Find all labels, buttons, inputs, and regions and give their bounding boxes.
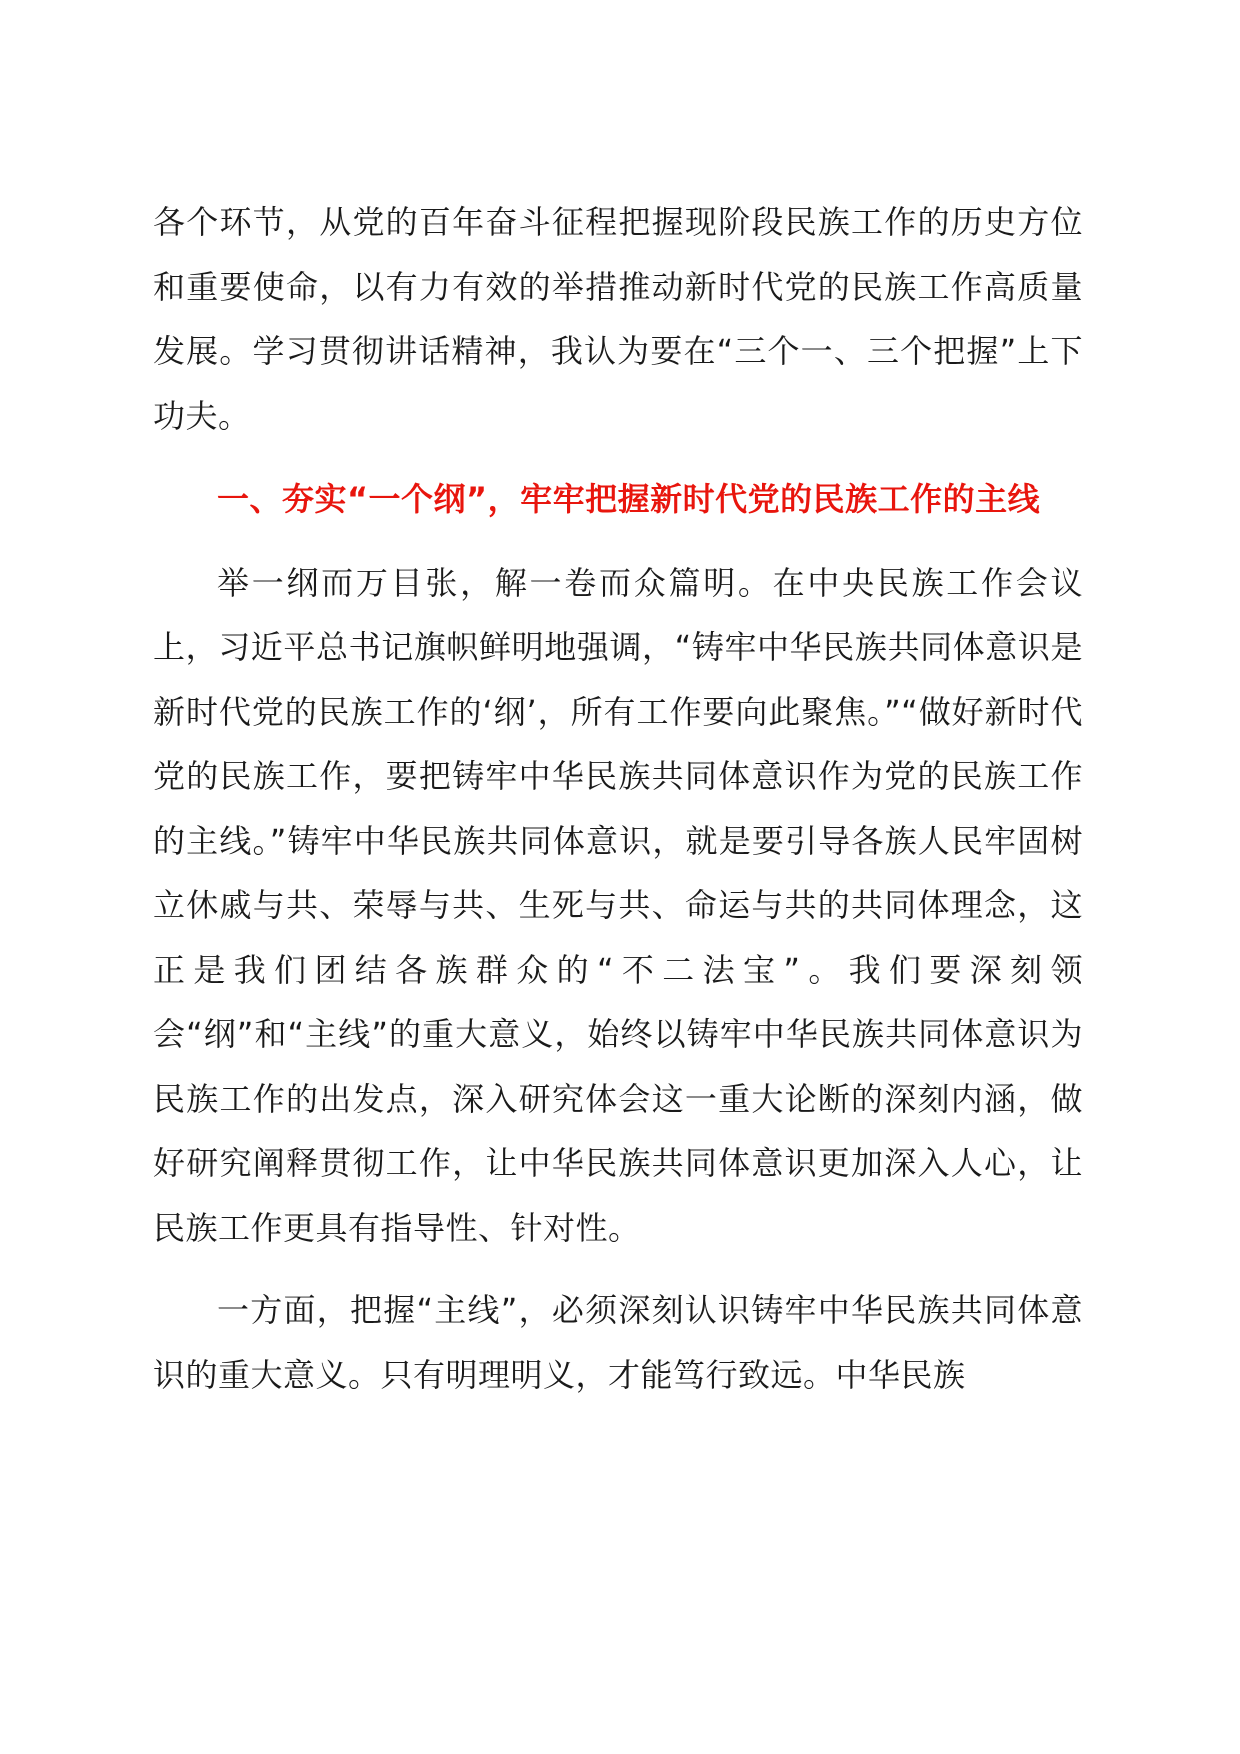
document-body — [153, 190, 1083, 1407]
paragraph-main-line: 举一纲而万目张，解一卷而众篇明。在中央民族工作会议上，习近平总书记旗帜鲜明地强调，“铸牢中华民族共同体意识是新时代党的民族工作的‘纲’，所有工作要向此聚焦。”“做好新时代党的民族工作，要把铸牢中华民族共同体意识作为党的民族工作的主线。”铸牢中华民族共同体意识，就是要引导各族人民牢固树立休戚与共、荣辱与共、生死与共、命运与共的共同体理念，这正是我们团结各族群众的“不二法宝”。我们要深刻领会“纲”和“主线”的重大意义，始终以铸牢中华民族共同体意识为民族工作的出发点，深入研究体会这一重大论断的深刻内涵，做好研究阐释贯彻工作，让中华民族共同体意识更加深入人心，让民族工作更具有指导性、针对性。 — [153, 563, 1083, 1247]
section-heading-1: 一、夯实“一个纲”，牢牢把握新时代党的民族工作的主线 — [217, 480, 1041, 518]
paragraph-one-hand: 一方面，把握“主线”，必须深刻认识铸牢中华民族共同体意识的重大意义。只有明理明义，才能笃行致远。中华民族 — [153, 1291, 1083, 1394]
paragraph-intro: 各个环节，从党的百年奋斗征程把握现阶段民族工作的历史方位和重要使命，以有力有效的举措推动新时代党的民族工作高质量发展。学习贯彻讲话精神，我认为要在“三个一、三个把握”上下功夫。 — [153, 203, 1083, 435]
